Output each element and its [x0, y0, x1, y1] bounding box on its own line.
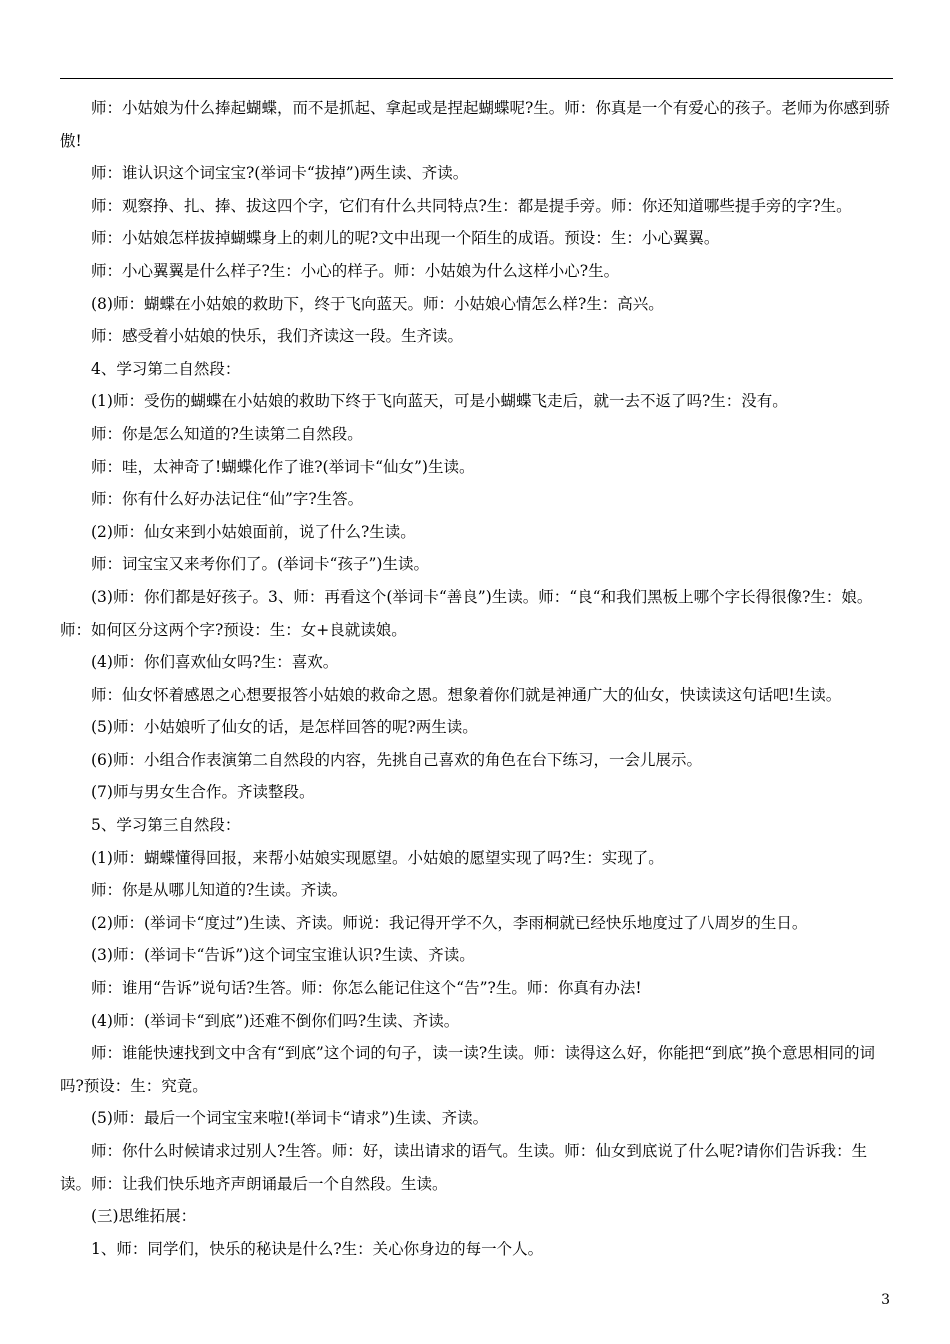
paragraph: (3)师：你们都是好孩子。3、师：再看这个(举词卡“善良”)生读。师：“良“和我们黑板上哪个字长得很像?生：娘。师：如何区分这两个字?预设：生：女+良就读娘。 [60, 587, 873, 639]
paragraph: (6)师：小组合作表演第二自然段的内容，先挑自己喜欢的角色在台下练习，一会儿展示。 [91, 750, 702, 769]
paragraph: (5)师：小姑娘听了仙女的话，是怎样回答的呢?两生读。 [91, 718, 478, 737]
paragraph: (2)师：(举词卡“度过”)生读、齐读。师说：我记得开学不久，李雨桐就已经快乐地度过了八周岁的生日。 [91, 913, 808, 932]
document-body [60, 92, 896, 1265]
paragraph: 师：感受着小姑娘的快乐，我们齐读这一段。生齐读。 [91, 327, 464, 346]
section-heading: (三)思维拓展： [91, 1207, 197, 1226]
paragraph: 师：仙女怀着感恩之心想要报答小姑娘的救命之恩。想象着你们就是神通广大的仙女，快读读这句话吧!生读。 [91, 685, 842, 704]
page-number: 3 [881, 1292, 890, 1308]
paragraph: 师：小姑娘怎样拔掉蝴蝶身上的刺儿的呢?文中出现一个陌生的成语。预设：生：小心翼翼。 [91, 229, 720, 248]
paragraph: 师：你有什么好办法记住“仙”字?生答。 [91, 490, 364, 509]
paragraph: 师：哇，太神奇了!蝴蝶化作了谁?(举词卡“仙女”)生读。 [91, 457, 475, 476]
paragraph: 师：谁用“告诉”说句话?生答。师：你怎么能记住这个“告”?生。师：你真有办法! [91, 979, 642, 998]
paragraph: (5)师：最后一个词宝宝来啦!(举词卡“请求”)生读、齐读。 [91, 1109, 489, 1128]
paragraph: (1)师：蝴蝶懂得回报，来帮小姑娘实现愿望。小姑娘的愿望实现了吗?生：实现了。 [91, 848, 664, 867]
paragraph: 师：小心翼翼是什么样子?生：小心的样子。师：小姑娘为什么这样小心?生。 [91, 261, 620, 280]
paragraph: (7)师与男女生合作。齐读整段。 [91, 783, 315, 802]
paragraph: 师：你什么时候请求过别人?生答。师：好，读出请求的语气。生读。师：仙女到底说了什么呢?请你们告诉我：生读。师：让我们快乐地齐声朗诵最后一个自然段。生读。 [60, 1142, 868, 1193]
paragraph: 师：词宝宝又来考你们了。(举词卡“孩子”)生读。 [91, 555, 429, 574]
paragraph: (2)师：仙女来到小姑娘面前，说了什么?生读。 [91, 522, 416, 541]
section-heading: 4、学习第二自然段： [91, 359, 241, 378]
paragraph: (4)师：你们喜欢仙女吗?生：喜欢。 [91, 653, 339, 672]
paragraph: 师：你是从哪儿知道的?生读。齐读。 [91, 881, 348, 900]
paragraph: (4)师：(举词卡“到底”)还难不倒你们吗?生读、齐读。 [91, 1011, 460, 1030]
paragraph: 师：谁认识这个词宝宝?(举词卡“拔掉”)两生读、齐读。 [91, 164, 469, 183]
section-heading: 5、学习第三自然段： [91, 816, 241, 835]
paragraph: (3)师：(举词卡“告诉”)这个词宝宝谁认识?生读、齐读。 [91, 946, 475, 965]
paragraph: (1)师：受伤的蝴蝶在小姑娘的救助下终于飞向蓝天，可是小蝴蝶飞走后，就一去不返了吗?生：没有。 [91, 392, 788, 411]
paragraph: (8)师：蝴蝶在小姑娘的救助下，终于飞向蓝天。师：小姑娘心情怎么样?生：高兴。 [91, 294, 664, 313]
paragraph: 师：你是怎么知道的?生读第二自然段。 [91, 424, 363, 443]
paragraph: 师：小姑娘为什么捧起蝴蝶，而不是抓起、拿起或是捏起蝴蝶呢?生。师：你真是一个有爱心的孩子。老师为你感到骄傲! [60, 99, 890, 150]
paragraph: 师：观察挣、扎、捧、拔这四个字，它们有什么共同特点?生：都是提手旁。师：你还知道哪些提手旁的字?生。 [91, 196, 852, 215]
header-rule [60, 78, 893, 79]
paragraph: 师：谁能快速找到文中含有“到底”这个词的句子，读一读?生读。师：读得这么好，你能把“到底”换个意思相同的词吗?预设：生：究竟。 [60, 1044, 876, 1095]
paragraph: 1、师：同学们，快乐的秘诀是什么?生：关心你身边的每一个人。 [91, 1239, 544, 1258]
